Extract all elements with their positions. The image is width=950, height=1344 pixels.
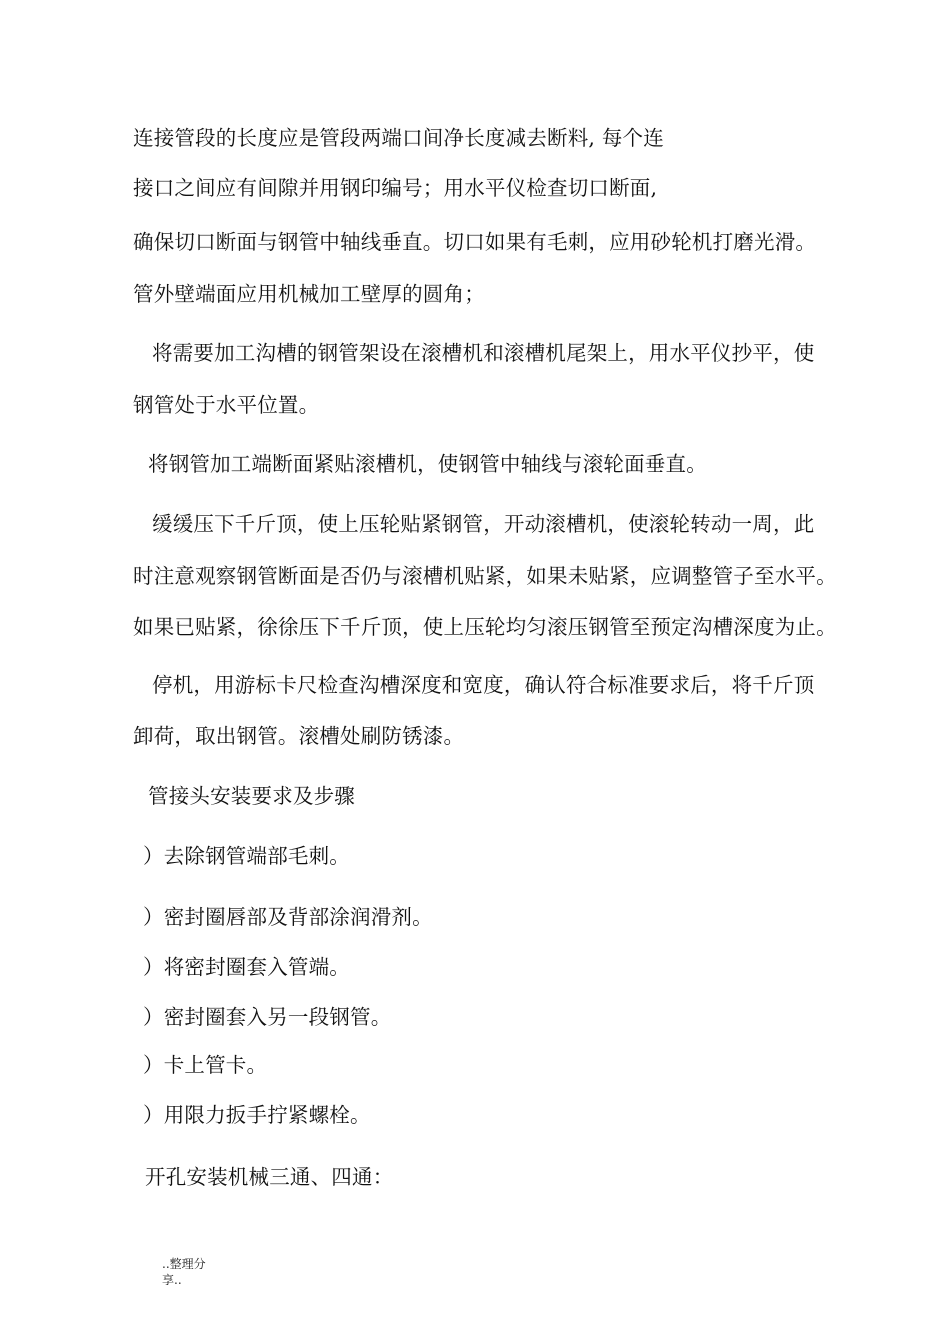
text-line-8: 缓缓压下千斤顶，使上压轮贴紧钢管，开动滚槽机，使滚轮转动一周，此 [152,512,815,536]
text-line-7: 将钢管加工端断面紧贴滚槽机，使钢管中轴线与滚轮面垂直。 [148,452,707,476]
step-item-5: ）卡上管卡。 [143,1053,268,1077]
text-line-1: 连接管段的长度应是管段两端口间净长度减去断料, 每个连 [133,126,664,150]
text-line-12: 卸荷，取出钢管。滚槽处刷防锈漆。 [133,724,465,748]
step-item-2: ）密封圈唇部及背部涂润滑剂。 [143,905,433,929]
section-heading-pipe-joint: 管接头安装要求及步骤 [148,784,355,808]
text-line-6: 钢管处于水平位置。 [133,393,320,417]
step-item-6: ）用限力扳手拧紧螺栓。 [143,1103,371,1127]
text-line-10: 如果已贴紧，徐徐压下千斤顶，使上压轮均匀滚压钢管至预定沟槽深度为止。 [133,615,837,639]
page-footer: ..整理分享.. [162,1257,206,1287]
step-item-1: ）去除钢管端部毛刺。 [143,844,350,868]
text-line-11: 停机，用游标卡尺检查沟槽深度和宽度，确认符合标准要求后，将千斤顶 [152,673,815,697]
text-line-9: 时注意观察钢管断面是否仍与滚槽机贴紧，如果未贴紧，应调整管子至水平。 [133,564,837,588]
text-line-4: 管外壁端面应用机械加工壁厚的圆角； [133,282,485,306]
step-item-3: ）将密封圈套入管端。 [143,955,350,979]
text-line-2: 接口之间应有间隙并用钢印编号；用水平仪检查切口断面, [133,176,658,200]
text-line-3: 确保切口断面与钢管中轴线垂直。切口如果有毛刺，应用砂轮机打磨光滑。 [133,230,817,254]
section-heading-tee: 开孔安装机械三通、四通： [145,1165,394,1189]
step-item-4: ）密封圈套入另一段钢管。 [143,1005,392,1029]
text-line-5: 将需要加工沟槽的钢管架设在滚槽机和滚槽机尾架上，用水平仪抄平，使 [152,341,815,365]
